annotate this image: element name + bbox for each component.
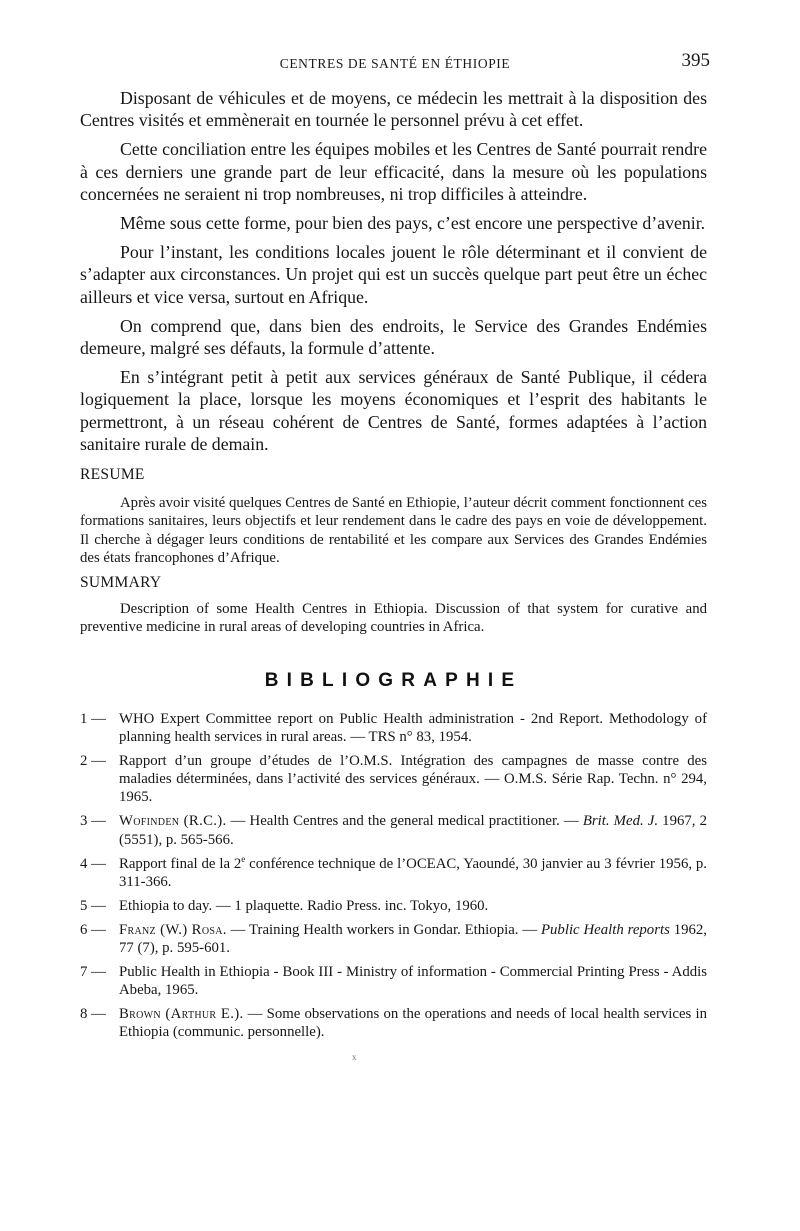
bibliography-entry — [80, 812, 707, 848]
entry-text: Ethiopia to day. — 1 plaquette. Radio Press. inc. Tokyo, 1960. — [119, 897, 489, 914]
entry-journal: Public Health reports — [541, 921, 670, 938]
paragraph: Cette conciliation entre les équipes mobiles et les Centres de Santé pourrait rendre à ces derniers une grande part de leur efficacité, dans la mesure où les populations concernées ne seraient ni trop nombreuses, ni trop difficiles à atteindre. — [80, 139, 707, 204]
paragraph: Pour l’instant, les conditions locales jouent le rôle déterminant et il convient de s’adapter aux circonstances. Un projet qui est un succès quelque part peut être un échec ailleurs et vice versa, surtout en Afrique. — [80, 242, 707, 307]
entry-text: Rapport d’un groupe d’études de l’O.M.S. Intégration des campagnes de masse contre des maladies déterminées, dans l’activité des services généraux. — O.M.S. Série Rap. Techn. n° 294, 1965. — [119, 753, 707, 806]
bibliography-heading: BIBLIOGRAPHIE — [264, 670, 523, 691]
bibliography-entry — [80, 752, 707, 806]
entry-number: 1 — — [80, 711, 106, 727]
paragraph: Disposant de véhicules et de moyens, ce médecin les mettrait à la disposition des Centres visités et emmènerait en tournée le personnel prévu à cet effet. — [80, 88, 707, 131]
summary-heading: SUMMARY — [80, 574, 162, 591]
entry-text: — Health Centres and the general medical practitioner. — — [226, 813, 583, 830]
paragraph: On comprend que, dans bien des endroits, le Service des Grandes Endémies demeure, malgré ses défauts, la formule d’attente. — [80, 315, 707, 359]
running-title: CENTRES DE SANTÉ EN ÉTHIOPIE — [279, 56, 511, 71]
paragraph: Même sous cette forme, pour bien des pays, c’est encore une perspective d’avenir. — [120, 213, 706, 234]
entry-text: Rapport final de la 2 — [119, 855, 242, 872]
paragraph: En s’intégrant petit à petit aux services généraux de Santé Publique, il cédera logiquement la place, lorsque les moyens économiques et l’esprit des habitants le permettront, à un réseau cohérent de Centres de Santé, formes adaptées à l’action sanitaire rurale de demain. — [80, 367, 707, 454]
entry-number: 3 — — [80, 813, 106, 830]
bibliography-list — [80, 710, 707, 1048]
entry-author: Franz (W.) Rosa. — [119, 921, 227, 938]
entry-author: Wofinden (R.C.). — [119, 813, 227, 830]
bibliography-entry — [80, 855, 707, 891]
running-header — [80, 50, 710, 73]
entry-text: WHO Expert Committee report on Public Health administration - 2nd Report. Methodology of planning health services in rural areas. — TRS n° 83, 1954. — [119, 711, 707, 746]
entry-text: — Some observations on the operations and needs of local health services in Ethiopia (communic. personnelle). — [119, 1006, 707, 1041]
bibliography-entry — [80, 710, 707, 746]
entry-author: Brown (Arthur E.). — [119, 1006, 244, 1023]
bibliography-entry — [80, 1005, 707, 1041]
entry-number: 8 — — [80, 1006, 106, 1023]
entry-text-rest: conférence technique de l’OCEAC, Yaoundé, 30 janvier au 3 février 1956, p. 311-366. — [119, 855, 707, 890]
entry-text: Public Health in Ethiopia - Book III - Ministry of information - Commercial Printing Press - Addis Abeba, 1965. — [119, 964, 707, 999]
entry-tail: 1967, 2 (5551), p. 565-566. — [119, 813, 708, 848]
resume-heading: RESUME — [80, 466, 145, 483]
page-number: 395 — [681, 50, 710, 71]
entry-number: 5 — — [80, 897, 106, 914]
bibliography-entry — [80, 963, 707, 999]
stray-mark: x — [352, 1052, 357, 1062]
bibliography-entry — [80, 921, 707, 957]
entry-text: — Training Health workers in Gondar. Ethiopia. — — [226, 921, 541, 938]
resume-text: Après avoir visité quelques Centres de Santé en Ethiopie, l’auteur décrit comment fonctionnent ces formations sanitaires, leurs objectifs et leur rendement dans le cadre des pays en voie de développement. Il cherche à dégager leurs conditions de rentabilité et les compare aux Services des Grandes Endémies des états francophones d’Afrique. — [80, 495, 707, 566]
entry-tail: 1962, 77 (7), p. 595-601. — [119, 921, 708, 957]
entry-number: 6 — — [80, 921, 106, 938]
entry-number: 2 — — [80, 753, 106, 770]
summary-text: Description of some Health Centres in Ethiopia. Discussion of that system for curative and preventive medicine in rural areas of developing countries in Africa. — [80, 601, 707, 636]
entry-superscript: e — [241, 853, 246, 864]
entry-journal: Brit. Med. J. — [582, 813, 659, 830]
entry-number: 4 — — [80, 855, 106, 872]
entry-number: 7 — — [80, 964, 106, 981]
body-text — [80, 87, 707, 462]
bibliography-entry — [80, 897, 707, 915]
